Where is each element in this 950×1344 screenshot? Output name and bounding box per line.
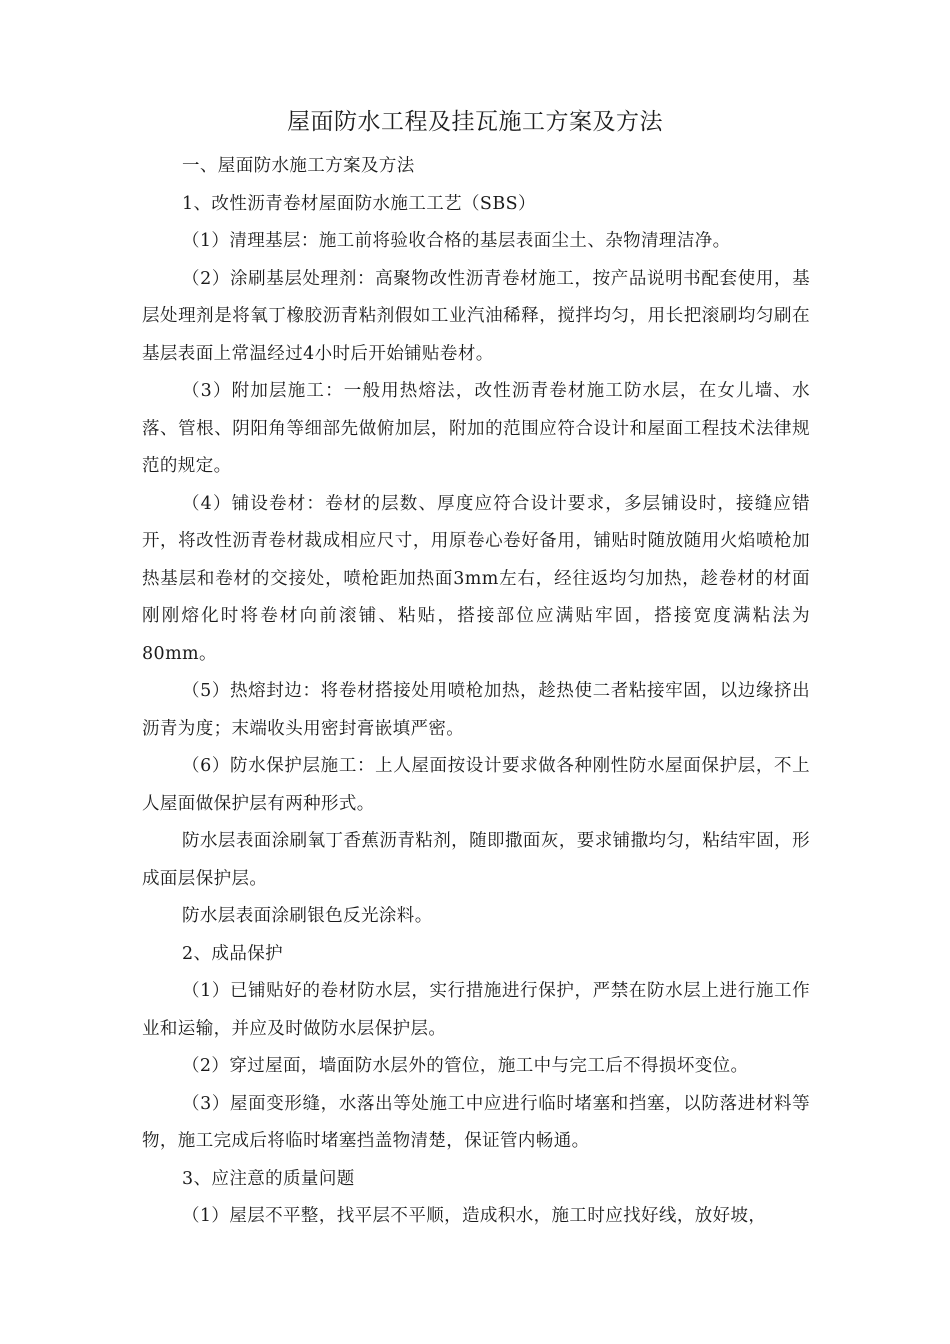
subsection-heading-1: 1、改性沥青卷材屋面防水施工工艺（SBS） (182, 193, 536, 214)
paragraph: （1）清理基层：施工前将验收合格的基层表面尘土、杂物清理洁净。 (182, 231, 731, 251)
paragraph: （2）涂刷基层处理剂：高聚物改性沥青卷材施工，按产品说明书配套使用，基层处理剂是将氧丁橡胶沥青粘剂假如工业汽油稀释，搅拌均匀，用长把滚刷均匀刷在基层表面上常温经过4小时后开始铺贴卷材。 (142, 268, 810, 364)
paragraph: （6）防水保护层施工：上人屋面按设计要求做各种刚性防水屋面保护层，不上人屋面做保护层有两种形式。 (142, 756, 810, 814)
subsection-heading-2: 2、成品保护 (182, 943, 284, 964)
paragraph: （2）穿过屋面，墙面防水层外的管位，施工中与完工后不得损坏变位。 (182, 1056, 749, 1076)
document-body (142, 148, 810, 1236)
paragraph: （4）铺设卷材：卷材的层数、厚度应符合设计要求，多层铺设时，接缝应错开，将改性沥青卷材裁成相应尺寸，用原卷心卷好备用，铺贴时随放随用火焰喷枪加热基层和卷材的交接处，喷枪距加热面3mm左右，经往返均匀加热，趁卷材的材面刚刚熔化时将卷材向前滚铺、粘贴，搭接部位应满贴牢固，搭接宽度满粘法为80mm。 (142, 493, 810, 664)
paragraph: （5）热熔封边：将卷材搭接处用喷枪加热，趁热使二者粘接牢固，以边缘挤出沥青为度；末端收头用密封膏嵌填严密。 (142, 681, 810, 739)
document-title: 屋面防水工程及挂瓦施工方案及方法 (287, 109, 663, 135)
paragraph: （3）屋面变形缝，水落出等处施工中应进行临时堵塞和挡塞，以防落进材料等物，施工完成后将临时堵塞挡盖物清楚，保证管内畅通。 (142, 1093, 810, 1151)
paragraph: 防水层表面涂刷氧丁香蕉沥青粘剂，随即撒面灰，要求铺撒均匀，粘结牢固，形成面层保护层。 (142, 831, 810, 889)
paragraph: 防水层表面涂刷银色反光涂料。 (182, 906, 433, 926)
paragraph: （3）附加层施工：一般用热熔法，改性沥青卷材施工防水层，在女儿墙、水落、管根、阴阳角等细部先做俯加层，附加的范围应符合设计和屋面工程技术法律规范的规定。 (142, 381, 810, 476)
section-heading-1: 一、屋面防水施工方案及方法 (182, 156, 415, 176)
paragraph: （1）屋层不平整，找平层不平顺，造成积水，施工时应找好线，放好坡， (182, 1206, 767, 1226)
subsection-heading-3: 3、应注意的质量问题 (182, 1168, 355, 1189)
paragraph: （1）已铺贴好的卷材防水层，实行措施进行保护，严禁在防水层上进行施工作业和运输，并应及时做防水层保护层。 (142, 981, 810, 1039)
